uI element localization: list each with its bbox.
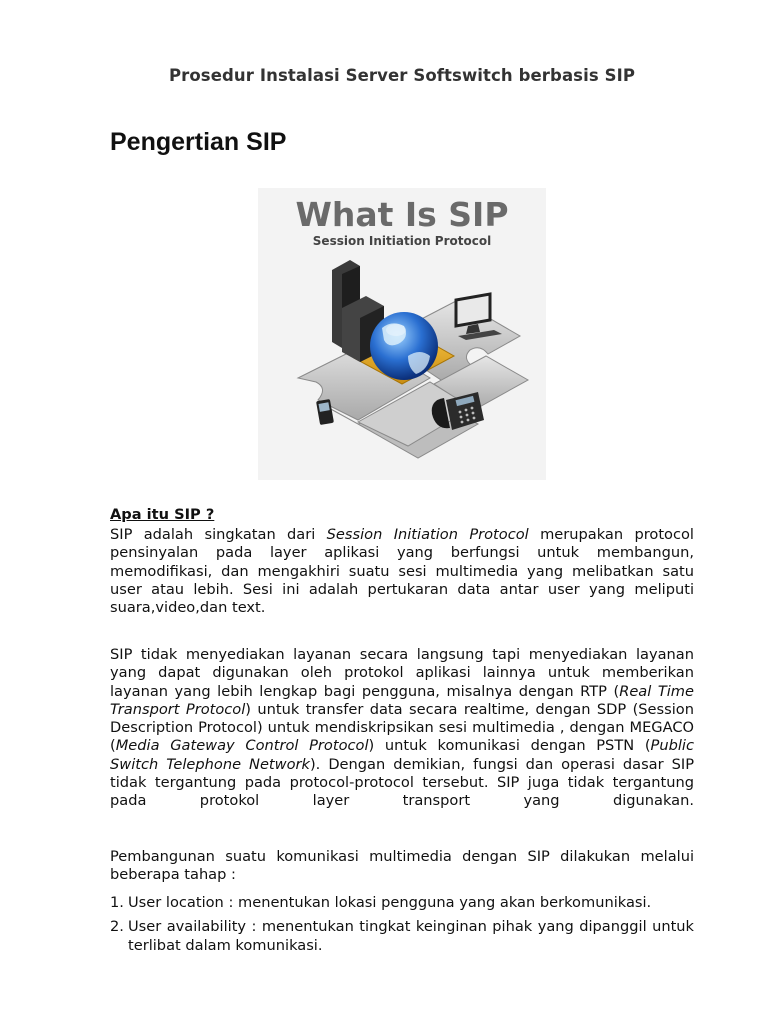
italic-term: Public Switch Telephone Network bbox=[110, 737, 694, 773]
paragraph-text: merupakan protocol pensinyalan pada layer aplikasi yang berfungsi untuk membangun, memodifikasi, dan mengakhiri suatu sesi multimedia yang melibatkan satu user atau lebih. Sesi ini adalah pertukaran data antar user yang meliputi suara,video,dan text. bbox=[110, 526, 694, 617]
paragraph-text: ). Dengan demikian, fungsi dan operasi dasar SIP tidak tergantung pada protocol-protocol tersebut. SIP juga tidak tergantung pada protokol layer transport yang digunakan. bbox=[110, 755, 694, 810]
paragraph-text: ) untuk komunikasi dengan PSTN ( bbox=[368, 737, 651, 755]
subsection-heading: Apa itu SIP ? bbox=[110, 506, 215, 523]
paragraph-text: SIP adalah singkatan dari bbox=[110, 526, 327, 543]
sip-puzzle-image bbox=[258, 188, 546, 480]
italic-term: Session Initiation Protocol bbox=[326, 526, 529, 543]
figure-title: What Is SIP bbox=[295, 195, 509, 234]
paragraph-stages-intro: Pembangunan suatu komunikasi multimedia dengan SIP dilakukan melalui beberapa tahap : bbox=[110, 848, 694, 884]
globe-icon bbox=[370, 312, 438, 380]
italic-term: Media Gateway Control Protocol bbox=[115, 737, 369, 755]
paragraph-services bbox=[110, 646, 694, 811]
list-item-text: User availability : menentukan tingkat keinginan pihak yang dipanggil untuk terlibat dalam komunikasi. bbox=[128, 918, 694, 954]
sip-illustration bbox=[258, 188, 546, 480]
stages-list bbox=[110, 894, 694, 961]
list-number: 1. bbox=[110, 894, 124, 911]
paragraph-text: SIP tidak menyediakan layanan secara langsung tapi menyediakan layanan yang dapat digunakan oleh protokol aplikasi lainnya untuk memberikan layanan yang lebih lengkap bagi pengguna, misalnya dengan RTP ( bbox=[110, 646, 694, 700]
paragraph-definition bbox=[110, 526, 694, 617]
section-title: Pengertian SIP bbox=[110, 128, 287, 156]
document-title: Prosedur Instalasi Server Softswitch berbasis SIP bbox=[168, 66, 636, 85]
figure-subtitle: Session Initiation Protocol bbox=[312, 234, 492, 248]
list-item-text: User location : menentukan lokasi pengguna yang akan berkomunikasi. bbox=[128, 894, 652, 911]
paragraph-text: ) untuk transfer data secara realtime, dengan SDP (Session Description Protocol) untuk mendiskripsikan sesi multimedia , dengan MEGACO ( bbox=[110, 700, 694, 755]
list-item bbox=[110, 894, 694, 912]
italic-term: Real Time Transport Protocol bbox=[110, 682, 694, 718]
list-item bbox=[110, 918, 694, 955]
list-number: 2. bbox=[110, 918, 124, 936]
